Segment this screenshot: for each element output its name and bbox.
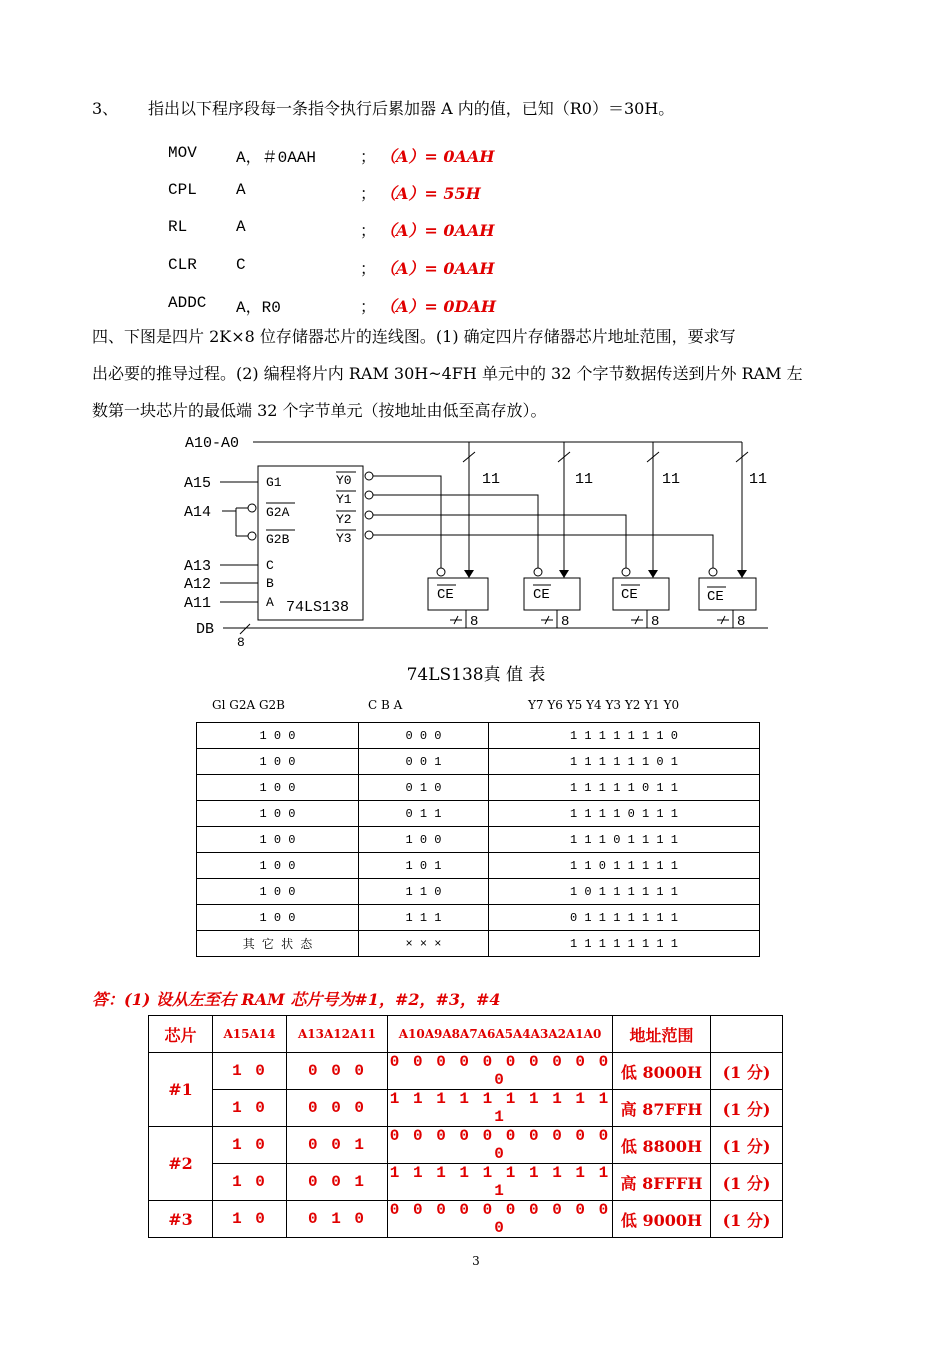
decoder-pin-y3: Y3 bbox=[336, 531, 352, 546]
code-op: CLR bbox=[168, 256, 197, 274]
table-cell: 1 0 0 bbox=[197, 905, 359, 931]
data-width-label: 8 bbox=[470, 614, 479, 630]
table-cell: 1 0 0 bbox=[197, 827, 359, 853]
table-cell: 高 87FFH bbox=[613, 1090, 711, 1127]
table-cell: 1 1 0 bbox=[359, 879, 489, 905]
table-cell: 1 0 bbox=[213, 1090, 287, 1127]
decoder-pin-g2b: G2B bbox=[266, 532, 290, 547]
table-row bbox=[197, 775, 760, 801]
table-row bbox=[149, 1164, 783, 1201]
table-row bbox=[149, 1090, 783, 1127]
table-row bbox=[197, 723, 760, 749]
table-row bbox=[197, 749, 760, 775]
decoder-chip-name: 74LS138 bbox=[286, 599, 350, 616]
table-cell: (1 分) bbox=[711, 1090, 783, 1127]
code-semicolon: ； bbox=[360, 223, 377, 241]
code-answer: （A）= 0AAH bbox=[380, 147, 495, 166]
truth-table-header-y: Y7 Y6 Y5 Y4 Y3 Y2 Y1 Y0 bbox=[528, 698, 680, 712]
memory-wiring-diagram bbox=[0, 428, 952, 654]
decoder-pin-y0: Y0 bbox=[336, 473, 352, 488]
data-width-label: 8 bbox=[651, 614, 660, 630]
code-answer: （A）= 0AAH bbox=[380, 259, 495, 278]
code-arg: A，R0 bbox=[236, 299, 281, 317]
table-cell: 1 0 bbox=[213, 1127, 287, 1164]
decoder-pin-y1: Y1 bbox=[336, 492, 352, 507]
chip-enable-label: CE bbox=[707, 589, 724, 605]
table-cell: 0 0 1 bbox=[287, 1164, 388, 1201]
code-answer: （A）= 0DAH bbox=[380, 297, 496, 316]
table-header: 芯片 bbox=[149, 1016, 213, 1053]
truth-table-header-g: Gl G2A G2B bbox=[212, 698, 285, 712]
data-bus-label: DB bbox=[196, 621, 215, 638]
chip-enable-label: CE bbox=[437, 587, 454, 603]
pin-label-a13: A13 bbox=[184, 558, 212, 575]
answer-table bbox=[148, 1015, 783, 1238]
table-cell: 0 0 0 bbox=[287, 1053, 388, 1090]
answer-title: 答：(1) 设从左至右 RAM 芯片号为#1，#2，#3，#4 bbox=[92, 990, 501, 1009]
decoder-pin-c: C bbox=[266, 558, 274, 573]
code-answer: （A）= 55H bbox=[380, 184, 481, 203]
table-cell: 0 1 1 bbox=[359, 801, 489, 827]
table-cell: (1 分) bbox=[711, 1127, 783, 1164]
data-bus-width: 8 bbox=[237, 635, 245, 650]
table-cell: 1 0 0 bbox=[197, 723, 359, 749]
decoder-pin-g1: G1 bbox=[266, 475, 282, 490]
table-row bbox=[149, 1127, 783, 1164]
table-cell: 1 0 bbox=[213, 1164, 287, 1201]
table-cell: 1 1 1 1 1 1 1 1 1 1 1 bbox=[388, 1164, 613, 1201]
code-line bbox=[168, 144, 588, 166]
code-op: RL bbox=[168, 218, 188, 236]
table-row bbox=[197, 801, 760, 827]
code-semicolon: ； bbox=[360, 299, 377, 317]
table-row bbox=[149, 1201, 783, 1238]
table-cell: 1 1 1 1 1 1 0 1 bbox=[489, 749, 760, 775]
table-cell: 1 0 bbox=[213, 1201, 287, 1238]
table-row bbox=[197, 827, 760, 853]
table-cell: 0 1 0 bbox=[287, 1201, 388, 1238]
table-cell: 0 0 0 0 0 0 0 0 0 0 0 bbox=[388, 1201, 613, 1238]
table-cell-chip: #3 bbox=[149, 1201, 213, 1238]
table-cell: 0 0 1 bbox=[287, 1127, 388, 1164]
table-header: A10A9A8A7A6A5A4A3A2A1A0 bbox=[388, 1016, 613, 1053]
table-cell: 1 0 bbox=[213, 1053, 287, 1090]
address-width-label: 11 bbox=[749, 471, 768, 488]
chip-enable-label: CE bbox=[621, 587, 638, 603]
pin-label-a14: A14 bbox=[184, 504, 212, 521]
pin-label-a12: A12 bbox=[184, 576, 212, 593]
truth-table-title: 74LS138真 值 表 bbox=[406, 665, 546, 685]
table-cell-chip: #2 bbox=[149, 1127, 213, 1201]
code-answer: （A）= 0AAH bbox=[380, 221, 495, 240]
table-cell: 低 9000H bbox=[613, 1201, 711, 1238]
table-cell: 低 8800H bbox=[613, 1127, 711, 1164]
table-row bbox=[197, 905, 760, 931]
code-semicolon: ； bbox=[360, 149, 377, 167]
table-cell: 0 1 1 1 1 1 1 1 bbox=[489, 905, 760, 931]
code-semicolon: ； bbox=[360, 186, 377, 204]
table-cell: (1 分) bbox=[711, 1053, 783, 1090]
table-cell: 0 0 0 0 0 0 0 0 0 0 0 bbox=[388, 1127, 613, 1164]
table-cell: 1 1 1 1 1 1 1 1 1 1 1 bbox=[388, 1090, 613, 1127]
question-4 bbox=[92, 318, 872, 429]
table-cell: 0 1 0 bbox=[359, 775, 489, 801]
table-cell: 高 8FFFH bbox=[613, 1164, 711, 1201]
table-cell: 1 1 1 1 0 1 1 1 bbox=[489, 801, 760, 827]
table-cell: 0 0 1 bbox=[359, 749, 489, 775]
table-cell: 1 0 0 bbox=[197, 801, 359, 827]
table-header: 地址范围 bbox=[613, 1016, 711, 1053]
code-line bbox=[168, 181, 588, 203]
table-cell: (1 分) bbox=[711, 1201, 783, 1238]
decoder-pin-a: A bbox=[266, 595, 274, 610]
pin-label-a15: A15 bbox=[184, 475, 212, 492]
code-arg: A bbox=[236, 218, 246, 236]
truth-table bbox=[196, 722, 760, 957]
table-cell: 0 0 0 bbox=[287, 1090, 388, 1127]
table-cell: 其 它 状 态 bbox=[197, 931, 359, 957]
table-cell: 0 0 0 0 0 0 0 0 0 0 0 bbox=[388, 1053, 613, 1090]
table-cell: 1 1 0 1 1 1 1 1 bbox=[489, 853, 760, 879]
table-cell-chip: #1 bbox=[149, 1053, 213, 1127]
address-width-label: 11 bbox=[482, 471, 501, 488]
table-header-row bbox=[149, 1016, 783, 1053]
code-op: ADDC bbox=[168, 294, 207, 312]
table-cell: 1 0 0 bbox=[197, 749, 359, 775]
address-width-label: 11 bbox=[662, 471, 681, 488]
question-text: 指出以下程序段每一条指令执行后累加器 A 内的值，已知（R0）＝30H。 bbox=[148, 99, 675, 118]
page-number: 3 bbox=[472, 1254, 480, 1268]
code-semicolon: ； bbox=[360, 261, 377, 279]
table-row bbox=[149, 1053, 783, 1090]
table-header: A15A14 bbox=[213, 1016, 287, 1053]
table-cell: × × × bbox=[359, 931, 489, 957]
code-line bbox=[168, 256, 588, 278]
code-line bbox=[168, 294, 588, 316]
code-arg: C bbox=[236, 256, 246, 274]
address-width-label: 11 bbox=[575, 471, 594, 488]
pin-label-a11: A11 bbox=[184, 595, 212, 612]
question-3 bbox=[92, 96, 674, 119]
table-row bbox=[197, 853, 760, 879]
question-4-line: 出必要的推导过程。(2) 编程将片内 RAM 30H~4FH 单元中的 32 个字节数据传送到片外 RAM 左 bbox=[92, 364, 803, 383]
question-number: 3、 bbox=[92, 99, 119, 118]
code-op: CPL bbox=[168, 181, 197, 199]
code-arg: A bbox=[236, 181, 246, 199]
chip-enable-label: CE bbox=[533, 587, 550, 603]
table-cell: 0 0 0 bbox=[359, 723, 489, 749]
data-width-label: 8 bbox=[737, 614, 746, 630]
table-cell: 1 0 0 bbox=[197, 853, 359, 879]
table-cell: 1 0 1 bbox=[359, 853, 489, 879]
table-cell: 1 0 1 1 1 1 1 1 bbox=[489, 879, 760, 905]
table-row bbox=[197, 879, 760, 905]
table-row bbox=[197, 931, 760, 957]
table-cell: 低 8000H bbox=[613, 1053, 711, 1090]
decoder-pin-b: B bbox=[266, 576, 274, 591]
table-cell: 1 1 1 bbox=[359, 905, 489, 931]
code-line bbox=[168, 218, 588, 240]
table-cell: 1 1 1 1 1 1 1 0 bbox=[489, 723, 760, 749]
table-cell: (1 分) bbox=[711, 1164, 783, 1201]
question-4-line: 四、下图是四片 2K×8 位存储器芯片的连线图。(1) 确定四片存储器芯片地址范围，要求写 bbox=[92, 327, 736, 346]
table-cell: 1 0 0 bbox=[197, 775, 359, 801]
table-cell: 1 1 1 0 1 1 1 1 bbox=[489, 827, 760, 853]
address-bus-label: A10-A0 bbox=[185, 435, 240, 452]
question-4-line: 数第一块芯片的最低端 32 个字节单元（按地址由低至高存放）。 bbox=[92, 401, 547, 420]
table-cell: 1 0 0 bbox=[359, 827, 489, 853]
decoder-pin-g2a: G2A bbox=[266, 505, 290, 520]
code-arg: A，＃0AAH bbox=[236, 149, 317, 167]
table-cell: 1 1 1 1 1 1 1 1 bbox=[489, 931, 760, 957]
table-cell: 1 0 0 bbox=[197, 879, 359, 905]
table-header bbox=[711, 1016, 783, 1053]
decoder-pin-y2: Y2 bbox=[336, 512, 352, 527]
table-cell: 1 1 1 1 1 0 1 1 bbox=[489, 775, 760, 801]
truth-table-header-cba: C B A bbox=[368, 698, 403, 712]
data-width-label: 8 bbox=[561, 614, 570, 630]
code-op: MOV bbox=[168, 144, 197, 162]
table-header: A13A12A11 bbox=[287, 1016, 388, 1053]
